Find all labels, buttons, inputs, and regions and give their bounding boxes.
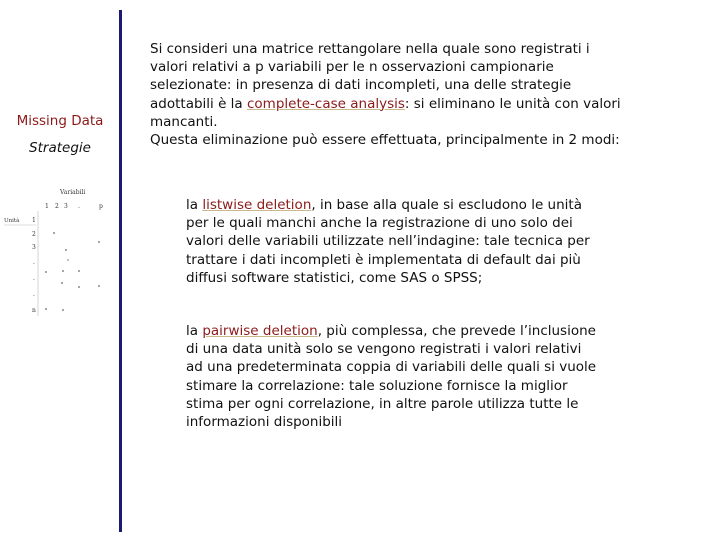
matrix-row-axis-label: Unità: [4, 218, 20, 224]
listwise-paragraph: [186, 196, 686, 287]
pairwise-lead: la: [186, 323, 203, 339]
matrix-entries: [45, 232, 100, 311]
matrix-row-label: 1: [32, 217, 36, 224]
intro-paragraph: [150, 40, 710, 149]
listwise-text: , in base alla quale si escludono le unità per le quali manchi anche la registrazione di uno solo dei valori delle variabili utilizzate nell’indagine: tale tecnica per trattare i dati incompleti è implementata di default dai più diffusi software statistici, come SAS o SPSS;: [186, 197, 590, 286]
slide-subtitle: Strategie: [29, 140, 91, 156]
matrix-row-label: n: [32, 307, 36, 314]
intro-text-continued: : si eliminano le unità con valori mancanti. Questa eliminazione può essere effettuata, principalmente in 2 modi:: [150, 95, 621, 149]
pairwise-text: , più complessa, che prevede l’inclusione di una data unità solo se vengono registrati i valori relativi ad una predeterminata coppia di variabili delle quali si vuole stimare la correlazione: tale soluzione fornisce la miglior stima per ogni correlazione, in altre parole utilizza tutte le informazioni disponibili: [186, 323, 597, 431]
slide-title: Missing Data: [16, 113, 104, 129]
matrix-row-label: 2: [32, 231, 36, 238]
data-matrix-figure: [0, 180, 120, 320]
pairwise-deletion-term: pairwise deletion: [202, 323, 318, 339]
matrix-col-label: 3: [64, 203, 68, 210]
matrix-col-label: .: [78, 203, 80, 210]
matrix-row-label: 3: [32, 244, 36, 251]
matrix-row-label: .: [33, 259, 35, 266]
complete-case-analysis-term: complete-case analysis: [247, 95, 405, 112]
matrix-row-label: .: [33, 275, 35, 282]
listwise-deletion-term: listwise deletion: [202, 197, 312, 213]
pairwise-paragraph: [186, 322, 686, 431]
listwise-lead: la: [186, 197, 203, 213]
matrix-col-label: 1: [45, 203, 49, 210]
intro-text: Si consideri una matrice rettangolare nella quale sono registrati i valori relativi a p variabili per le n osservazioni campionarie selezionate: in presenza di dati incompleti, una delle strategie adottabili è la: [150, 41, 590, 112]
matrix-col-label: p: [99, 203, 103, 210]
matrix-header: Variabili: [60, 189, 86, 196]
matrix-row-label: .: [33, 291, 35, 298]
matrix-col-label: 2: [55, 203, 59, 210]
